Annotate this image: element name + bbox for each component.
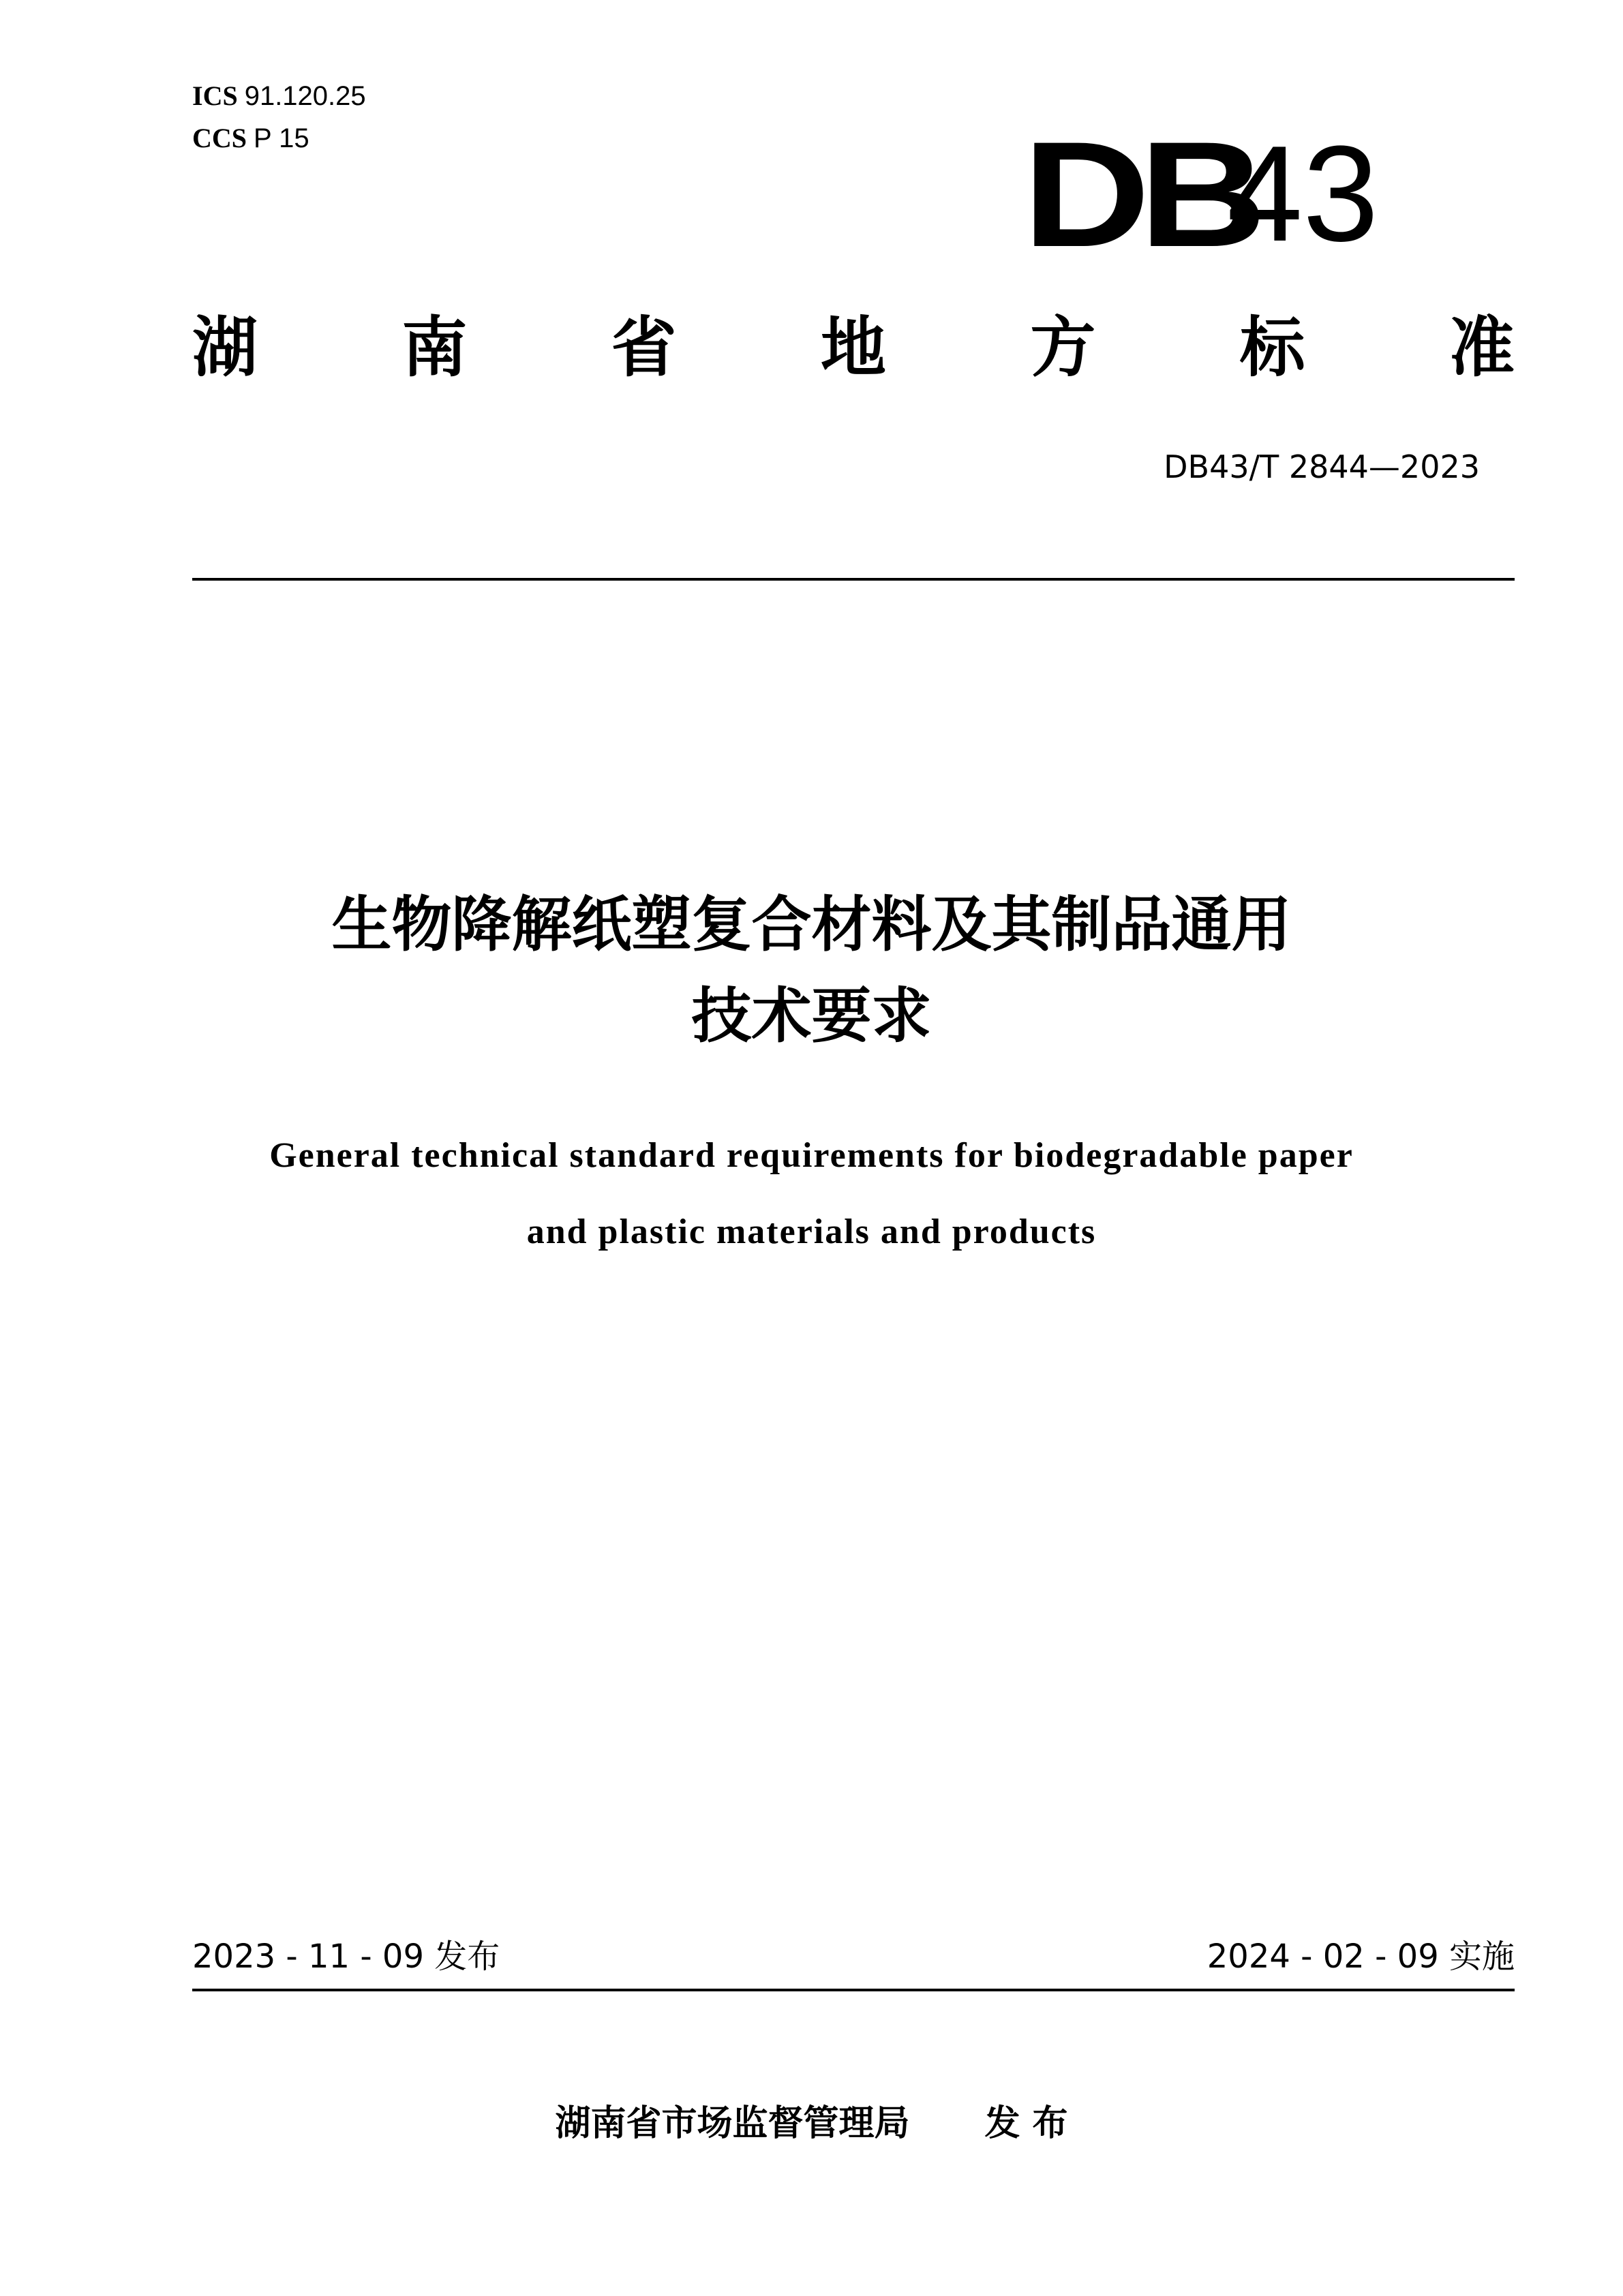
- chinese-title-line-1: 生物降解纸塑复合材料及其制品通用: [331, 889, 1292, 960]
- ccs-code: [192, 117, 366, 159]
- ics-label: ICS: [192, 80, 238, 111]
- ccs-value: P 15: [254, 123, 309, 153]
- standard-type-char: 地: [820, 309, 886, 386]
- standard-type-char: 准: [1448, 309, 1515, 386]
- implementation-date: 2024 - 02 - 09 实施: [1207, 1938, 1515, 1976]
- standard-type-heading: [192, 307, 1515, 388]
- ics-code: [192, 75, 366, 117]
- header-divider: [192, 578, 1515, 581]
- footer-divider: [192, 1989, 1515, 1991]
- standard-logo-prefix: DB: [1022, 110, 1256, 278]
- standard-type-char: 省: [611, 309, 677, 386]
- english-title: [0, 1118, 1623, 1270]
- standard-logo: [1022, 110, 1379, 278]
- classification-codes: [192, 75, 366, 159]
- ics-value: 91.120.25: [244, 81, 366, 111]
- standard-type-char: 湖: [192, 309, 258, 386]
- ccs-label: CCS: [192, 123, 247, 153]
- publish-date: 2023 - 11 - 09 发布: [192, 1938, 500, 1976]
- dates-row: [192, 1934, 1515, 1979]
- standard-type-char: 方: [1030, 309, 1096, 386]
- chinese-title: [0, 879, 1623, 1062]
- english-title-line-1: General technical standard requirements for biodegradable paper: [269, 1136, 1354, 1175]
- standard-logo-number: 43: [1227, 118, 1379, 270]
- english-title-line-2: and plastic materials and products: [526, 1212, 1097, 1251]
- standard-number: DB43/T 2844—2023: [1164, 448, 1480, 485]
- standard-type-char: 南: [401, 309, 468, 386]
- standard-type-char: 标: [1239, 309, 1305, 386]
- publisher-line: [0, 2098, 1623, 2149]
- publisher-action: 发 布: [984, 2103, 1068, 2144]
- publisher-organization: 湖南省市场监督管理局: [555, 2103, 910, 2144]
- chinese-title-line-2: 技术要求: [691, 981, 932, 1051]
